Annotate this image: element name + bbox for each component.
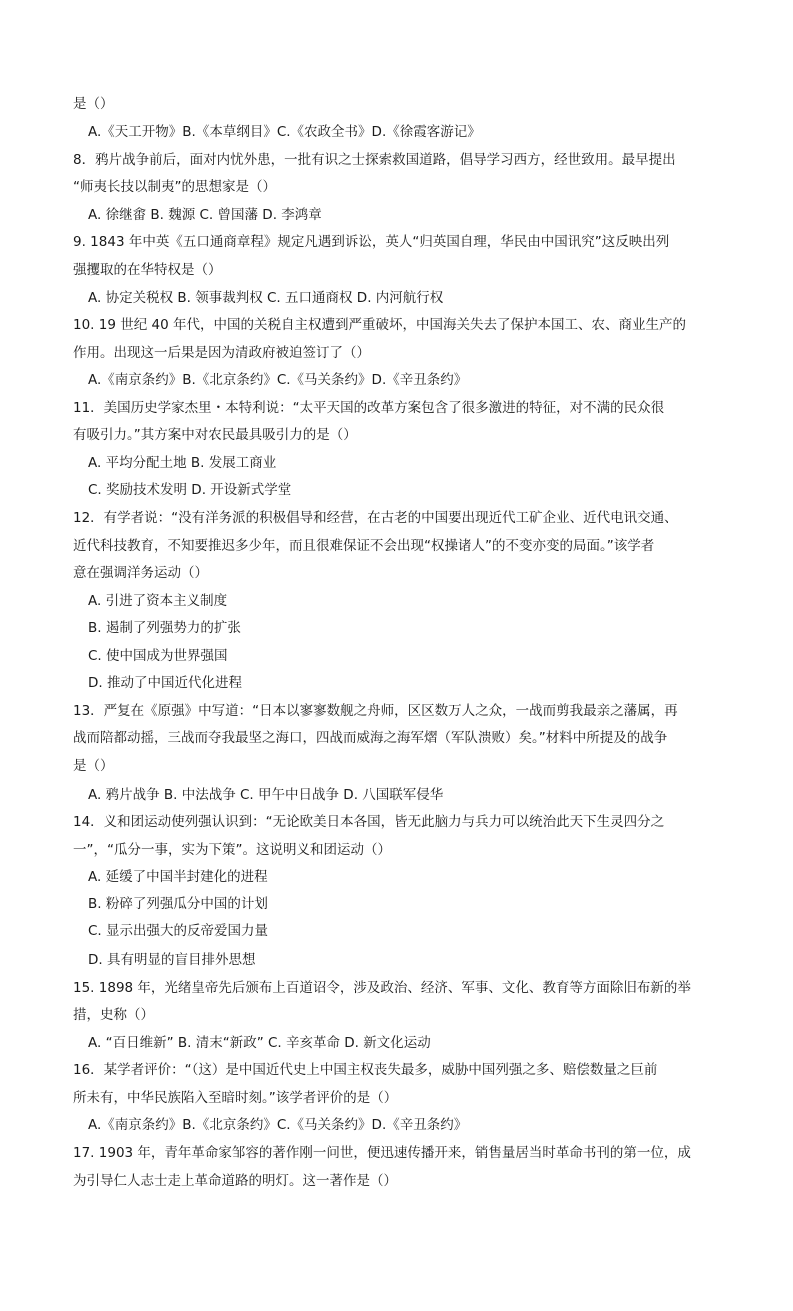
question-10: 10. 19 世纪 40 年代，中国的关税自主权遭到严重破坏，中国海关失去了保护本国工、农、商业生产的	[73, 317, 686, 333]
answer-options: A. 徐继畬 B. 魏源 C. 曾国藩 D. 李鸿章	[88, 207, 322, 223]
answer-option: C. 奖励技术发明 D. 开设新式学堂	[88, 482, 292, 498]
answer-options: A. 鸦片战争 B. 中法战争 C. 甲午中日战争 D. 八国联军侵华	[88, 787, 444, 803]
text-line: 强攫取的在华特权是（）	[73, 262, 222, 278]
text-line: 一”，“瓜分一事，实为下策”。这说明义和团运动（）	[73, 842, 391, 858]
text-line: 意在强调洋务运动（）	[73, 565, 208, 581]
answer-option: B. 遏制了列强势力的扩张	[88, 620, 241, 636]
question-15: 15. 1898 年，光绪皇帝先后颁布上百道诏令，涉及政治、经济、军事、文化、教育等方面除旧布新的举	[73, 980, 691, 996]
question-11: 11．美国历史学家杰里・本特利说：“太平天国的改革方案包含了很多激进的特征，对不满的民众很	[73, 400, 665, 416]
answer-option: C. 显示出强大的反帝爱国力量	[88, 923, 269, 939]
answer-options: A. “百日维新” B. 清末“新政” C. 辛亥革命 D. 新文化运动	[88, 1035, 431, 1051]
answer-option: A. 平均分配土地 B. 发展工商业	[88, 455, 277, 471]
question-16: 16．某学者评价：“（这）是中国近代史上中国主权丧失最多，威胁中国列强之多、赔偿数量之巨前	[73, 1062, 658, 1078]
text-line: 是（）	[73, 96, 114, 112]
answer-option: A. 引进了资本主义制度	[88, 593, 228, 609]
text-line: 为引导仁人志士走上革命道路的明灯。这一著作是（）	[73, 1173, 397, 1189]
answer-options: A.《南京条约》B.《北京条约》C.《马关条约》D.《辛丑条约》	[88, 372, 468, 388]
question-8: 8．鸦片战争前后，面对内忧外患，一批有识之士探索救国道路，倡导学习西方，经世致用。最早提出	[73, 152, 676, 168]
answer-option: C. 使中国成为世界强国	[88, 648, 228, 664]
text-line: 战而陪都动摇，三战而夺我最坚之海口，四战而威海之海军熠（军队溃败）矣。”材料中所提及的战争	[73, 730, 668, 746]
answer-option: B. 粉碎了列强瓜分中国的计划	[88, 896, 268, 912]
text-line: 是（）	[73, 758, 114, 774]
text-line: 措，史称（）	[73, 1007, 154, 1023]
answer-options: A.《天工开物》B.《本草纲目》C.《农政全书》D.《徐霞客游记》	[88, 124, 481, 140]
question-17: 17. 1903 年，青年革命家邹容的著作刚一问世，便迅速传播开来，销售量居当时革命书刊的第一位，成	[73, 1145, 691, 1161]
text-line: 近代科技教育，不知要推迟多少年，而且很难保证不会出现“权操诸人”的不变亦变的局面。”该学者	[73, 538, 655, 554]
answer-options: A.《南京条约》B.《北京条约》C.《马关条约》D.《辛丑条约》	[88, 1117, 468, 1133]
text-line: 有吸引力。”其方案中对农民最具吸引力的是（）	[73, 427, 357, 443]
text-line: 所未有，中华民族陷入至暗时刻。”该学者评价的是（）	[73, 1090, 398, 1106]
answer-option: D. 具有明显的盲目排外思想	[88, 952, 256, 968]
text-line: “师夷长技以制夷”的思想家是（）	[73, 179, 276, 195]
answer-option: D. 推动了中国近代化进程	[88, 675, 242, 691]
question-13: 13．严复在《原强》中写道：“日本以寥寥数舰之舟师，区区数万人之众，一战而剪我最亲之藩属，再	[73, 703, 678, 719]
question-14: 14．义和团运动使列强认识到：“无论欧美日本各国，皆无此脑力与兵力可以统治此天下生灵四分之	[73, 814, 665, 830]
answer-option: A. 延缓了中国半封建化的进程	[88, 869, 268, 885]
question-12: 12．有学者说：“没有洋务派的积极倡导和经营，在古老的中国要出现近代工矿企业、近代电讯交通、	[73, 510, 678, 526]
text-line: 作用。出现这一后果是因为清政府被迫签订了（）	[73, 345, 370, 361]
question-9: 9. 1843 年中英《五口通商章程》规定凡遇到诉讼，英人“归英国自理，华民由中国讯究”这反映出列	[73, 234, 670, 250]
answer-options: A. 协定关税权 B. 领事裁判权 C. 五口通商权 D. 内河航行权	[88, 290, 444, 306]
